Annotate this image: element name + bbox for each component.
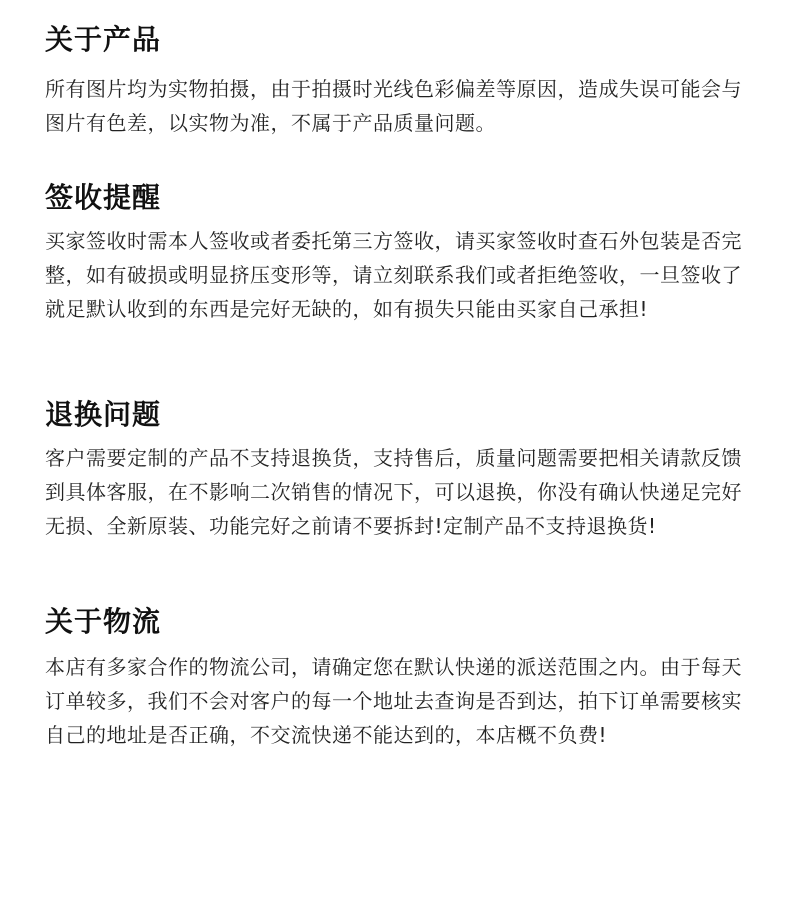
section-about-product [45, 22, 761, 140]
section-title-about-product: 关于产品 [45, 23, 162, 56]
section-title-about-logistics: 关于物流 [45, 605, 162, 638]
section-body-return-exchange: 客户需要定制的产品不支持退换货，支持售后，质量问题需要把相关请款反馈到具体客服，在不影响二次销售的情况下，可以退换，你没有确认快递足完好无损、全新原装、功能完好之前请不要拆封!定制产品不支持退换货! [45, 446, 742, 538]
section-title-return-exchange: 退换问题 [45, 398, 162, 431]
section-sign-reminder [45, 180, 761, 326]
section-body-about-logistics: 本店有多家合作的物流公司，请确定您在默认快递的派送范围之内。由于每天订单较多，我们不会对客户的每一个地址去查询是否到达，拍下订单需要核实自己的地址是否正确，不交流快递不能达到的，本店概不负费! [45, 655, 742, 747]
section-title-sign-reminder: 签收提醒 [45, 181, 162, 214]
section-body-sign-reminder: 买家签收时需本人签收或者委托第三方签收，请买家签收时查石外包装是否完整，如有破损或明显挤压变形等，请立刻联系我们或者拒绝签收，一旦签收了就足默认收到的东西是完好无缺的，如有损失只能由买家自己承担! [45, 229, 742, 321]
section-body-about-product: 所有图片均为实物拍摄，由于拍摄时光线色彩偏差等原因，造成失误可能会与图片有色差，以实物为准，不属于产品质量问题。 [45, 77, 742, 135]
section-about-logistics [45, 604, 761, 752]
section-return-exchange [45, 397, 761, 543]
